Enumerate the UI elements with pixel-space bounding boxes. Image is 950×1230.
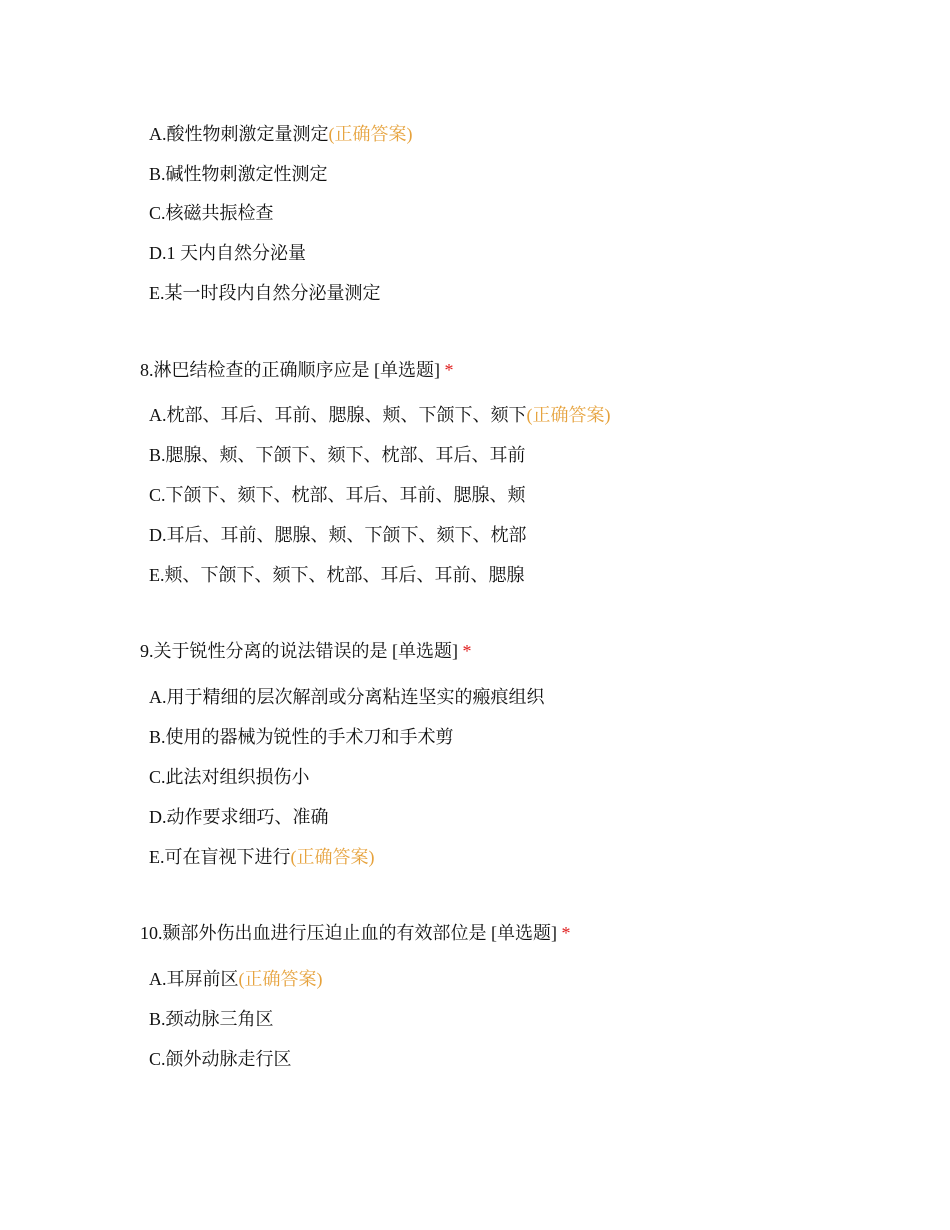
option-9-d [149,805,329,829]
option-text: D.耳后、耳前、腮腺、颊、下颌下、颏下、枕部 [149,525,527,545]
option-8-a [149,403,611,427]
option-text: D.1 天内自然分泌量 [149,243,306,263]
required-marker: * [462,641,472,661]
question-text: 10.颞部外伤出血进行压迫止血的有效部位是 [单选题] [140,923,557,943]
required-marker: * [561,923,571,943]
option-text: A.酸性物刺激定量测定 [149,124,329,144]
option-prev-a [149,122,413,146]
question-8-title [140,358,454,382]
question-text: 9.关于锐性分离的说法错误的是 [单选题] [140,641,458,661]
option-8-c [149,483,526,507]
option-10-b [149,1007,274,1031]
option-text: B.颈动脉三角区 [149,1009,274,1029]
option-text: D.动作要求细巧、准确 [149,807,329,827]
option-text: C.核磁共振检查 [149,203,274,223]
option-text: C.颌外动脉走行区 [149,1049,292,1069]
correct-answer-marker: (正确答案) [238,969,323,989]
question-10-title [140,921,571,945]
option-8-d [149,523,527,547]
option-text: E.某一时段内自然分泌量测定 [149,283,381,303]
option-8-b [149,443,526,467]
question-9-title [140,639,472,663]
option-10-c [149,1047,292,1071]
option-9-e [149,845,375,869]
option-text: B.碱性物刺激定性测定 [149,164,328,184]
correct-answer-marker: (正确答案) [526,405,611,425]
option-text: B.使用的器械为锐性的手术刀和手术剪 [149,727,454,747]
option-text: A.耳屏前区 [149,969,239,989]
option-text: A.枕部、耳后、耳前、腮腺、颊、下颌下、颏下 [149,405,527,425]
correct-answer-marker: (正确答案) [290,847,375,867]
option-9-b [149,725,454,749]
option-prev-e [149,281,381,305]
option-9-c [149,765,310,789]
option-text: E.颊、下颌下、颏下、枕部、耳后、耳前、腮腺 [149,565,525,585]
option-text: E.可在盲视下进行 [149,847,291,867]
option-9-a [149,685,545,709]
option-10-a [149,967,323,991]
option-text: B.腮腺、颊、下颌下、颏下、枕部、耳后、耳前 [149,445,526,465]
option-prev-d [149,241,306,265]
option-prev-c [149,201,274,225]
required-marker: * [444,360,454,380]
question-text: 8.淋巴结检查的正确顺序应是 [单选题] [140,360,440,380]
option-text: A.用于精细的层次解剖或分离粘连坚实的瘢痕组织 [149,687,545,707]
option-prev-b [149,162,328,186]
option-8-e [149,563,525,587]
option-text: C.此法对组织损伤小 [149,767,310,787]
option-text: C.下颌下、颏下、枕部、耳后、耳前、腮腺、颊 [149,485,526,505]
correct-answer-marker: (正确答案) [328,124,413,144]
